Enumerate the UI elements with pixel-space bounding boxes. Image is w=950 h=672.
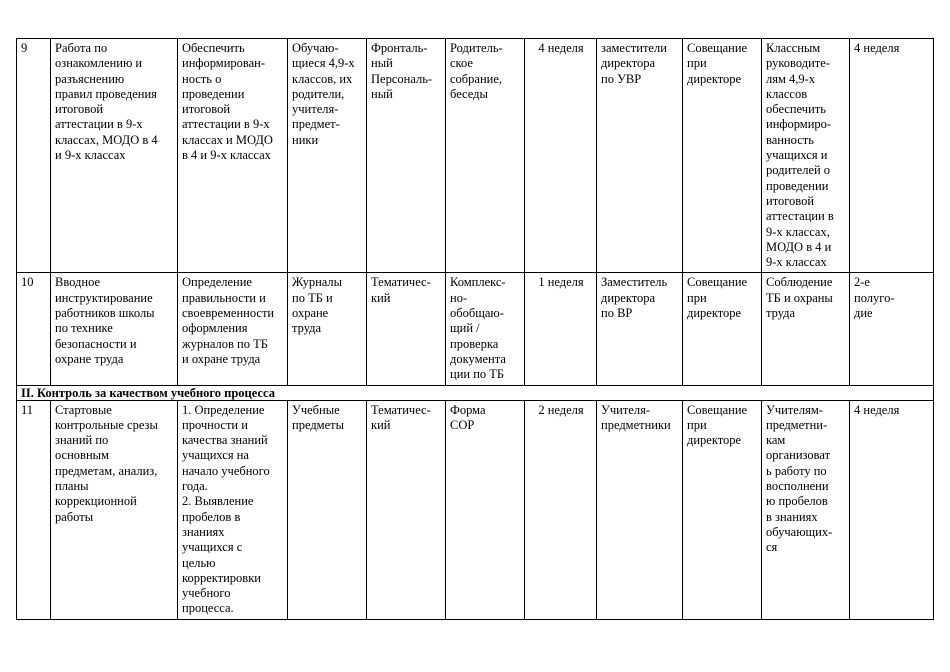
cell-text-line: но- (450, 290, 468, 305)
cell-text-line: беседы (450, 86, 488, 101)
cell-text-line: директора (601, 290, 656, 305)
cell-text-line: Совещание (687, 402, 748, 417)
cell-text-line: предметы (292, 417, 345, 432)
cell-text-line: восполнени (766, 479, 829, 494)
cell-text-line: учебного (182, 586, 231, 601)
cell-text-line: ознакомлению и (55, 56, 143, 71)
recheck-cell (850, 400, 934, 619)
control-object-cell (288, 39, 367, 273)
cell-text-line: обобщаю- (450, 306, 504, 321)
cell-text-line: учащихся на (182, 448, 249, 463)
cell-text-line: Совещание (687, 41, 748, 55)
cell-text-line: родителей о (766, 163, 831, 178)
cell-text-line: учителя- (292, 102, 339, 117)
cell-text-line: МОДО в 4 и (766, 239, 832, 254)
cell-text-line: аттестации в 9-х (182, 117, 270, 132)
cell-text-line: дие (854, 306, 873, 321)
control-method-cell (446, 273, 525, 385)
control-topic-cell (51, 400, 178, 619)
cell-text-line: кий (371, 290, 391, 305)
cell-text-line: ся (766, 540, 778, 555)
cell-text-line: предметники (601, 417, 671, 432)
where-considered-cell (683, 400, 762, 619)
control-goal-cell (178, 39, 288, 273)
cell-text-line: Работа по (55, 41, 108, 55)
cell-text-line: при (687, 56, 707, 71)
cell-text-line: Стартовые (55, 402, 112, 417)
control-method-cell (446, 39, 525, 273)
control-term-cell (525, 400, 597, 619)
cell-text-line: Тематичес- (371, 275, 431, 290)
cell-text-line: по ТБ и (292, 290, 333, 305)
cell-text-line: Учебные (292, 402, 340, 417)
cell-text-line: итоговой (182, 102, 231, 117)
cell-text-line: 9-х классах, (766, 224, 830, 239)
cell-text-line: 2 неделя (538, 402, 584, 417)
cell-text-line: 2-е (854, 275, 870, 290)
cell-text-line: и охране труда (182, 351, 261, 366)
cell-text-line: целью (182, 555, 216, 570)
cell-text-line: 9-х классах (766, 255, 827, 270)
control-goal-cell (178, 273, 288, 385)
cell-text-line: собрание, (450, 71, 503, 86)
cell-text-line: 2. Выявление (182, 494, 254, 509)
cell-text-line: директоре (687, 71, 742, 86)
cell-text-line: работников школы (55, 306, 155, 321)
cell-text-line: процесса. (182, 601, 234, 616)
cell-text-line: классов, их (292, 71, 353, 86)
cell-text-line: документа (450, 351, 506, 366)
cell-text-line: 4 неделя (854, 41, 900, 55)
cell-text-line: года. (182, 479, 208, 494)
cell-text-line: Соблюдение (766, 275, 833, 290)
where-considered-cell (683, 273, 762, 385)
cell-text-line: 1 неделя (538, 275, 584, 290)
management-decision-cell (762, 400, 850, 619)
cell-text-line: щий / (450, 321, 480, 336)
cell-text-line: разъяснению (55, 71, 125, 86)
cell-text-line: 1. Определение (182, 402, 265, 417)
control-type-cell (367, 400, 446, 619)
row-number (17, 273, 51, 385)
cell-text-line: проверка (450, 336, 499, 351)
cell-text-line: СОР (450, 417, 475, 432)
control-type-cell (367, 39, 446, 273)
control-object-cell (288, 400, 367, 619)
cell-text-line: классах и МОДО (182, 132, 273, 147)
cell-text-line: контрольные срезы (55, 417, 158, 432)
cell-text-line: при (687, 417, 707, 432)
cell-text-line: ный (371, 56, 393, 71)
cell-text-line: аттестации в 9-х (55, 117, 143, 132)
cell-text-line: по ВР (601, 306, 633, 321)
responsible-cell (597, 39, 683, 273)
cell-text-line: Учителя- (601, 402, 650, 417)
recheck-cell (850, 39, 934, 273)
section-title: II. Контроль за качеством учебного процесса (17, 385, 934, 400)
cell-text-line: Определение (182, 275, 252, 290)
cell-text-line: корректировки (182, 570, 261, 585)
section-header-row (17, 385, 934, 400)
cell-text-line: труда (766, 306, 796, 321)
cell-text-line: родители, (292, 86, 345, 101)
cell-text-line: оформления (182, 321, 248, 336)
cell-text-line: предмет- (292, 117, 340, 132)
row-number (17, 400, 51, 619)
cell-text-line: по УВР (601, 71, 642, 86)
cell-text-line: лям 4,9-х (766, 71, 816, 86)
cell-text-line: предметни- (766, 417, 828, 432)
cell-text: 9 (21, 41, 28, 55)
cell-text-line: Фронталь- (371, 41, 428, 55)
cell-text-line: Обеспечить (182, 41, 245, 55)
cell-text-line: начало учебного (182, 463, 270, 478)
cell-text-line: Вводное (55, 275, 101, 290)
cell-text: 11 (21, 402, 34, 417)
cell-text-line: прочности и (182, 417, 248, 432)
cell-text-line: Совещание (687, 275, 748, 290)
cell-text-line: труда (292, 321, 322, 336)
cell-text-line: информиро- (766, 117, 832, 132)
cell-text-line: правил проведения (55, 86, 157, 101)
cell-text-line: качества знаний (182, 433, 268, 448)
cell-text-line: ю пробелов (766, 494, 828, 509)
cell-text-line: учащихся с (182, 540, 243, 555)
cell-text-line: планы (55, 479, 89, 494)
cell-text-line: Заместитель (601, 275, 668, 290)
cell-text-line: ный (371, 86, 393, 101)
cell-text-line: кий (371, 417, 391, 432)
cell-text-line: классов (766, 86, 808, 101)
control-type-cell (367, 273, 446, 385)
cell-text-line: проведении (766, 178, 829, 193)
cell-text-line: Тематичес- (371, 402, 431, 417)
cell-text-line: работы (55, 509, 94, 524)
cell-text-line: итоговой (55, 102, 104, 117)
cell-text-line: журналов по ТБ (182, 336, 268, 351)
cell-text-line: охране труда (55, 351, 124, 366)
cell-text-line: руководите- (766, 56, 830, 71)
cell-text-line: основным (55, 448, 109, 463)
cell-text-line: Форма (450, 402, 486, 417)
control-method-cell (446, 400, 525, 619)
table-row (17, 400, 934, 619)
cell-text-line: знаний по (55, 433, 109, 448)
cell-text-line: проведении (182, 86, 245, 101)
recheck-cell (850, 273, 934, 385)
cell-text-line: ское (450, 56, 473, 71)
cell-text-line: Классным (766, 41, 821, 55)
cell-text-line: ники (292, 132, 319, 147)
cell-text-line: Журналы (292, 275, 343, 290)
cell-text-line: безопасности и (55, 336, 137, 351)
cell-text-line: Персональ- (371, 71, 433, 86)
cell-text-line: знаниях (182, 524, 225, 539)
cell-text-line: обеспечить (766, 102, 826, 117)
cell-text-line: своевременности (182, 306, 275, 321)
cell-text-line: заместители (601, 41, 667, 55)
cell-text-line: директоре (687, 306, 742, 321)
cell-text-line: при (687, 290, 707, 305)
table-row (17, 273, 934, 385)
cell-text-line: обучающих- (766, 524, 833, 539)
control-term-cell (525, 39, 597, 273)
cell-text-line: по технике (55, 321, 113, 336)
cell-text-line: итоговой (766, 193, 815, 208)
cell-text-line: Учителям- (766, 402, 823, 417)
cell-text-line: учащихся и (766, 148, 828, 163)
where-considered-cell (683, 39, 762, 273)
table-row (17, 39, 934, 273)
cell-text-line: информирован- (182, 56, 266, 71)
control-goal-cell (178, 400, 288, 619)
management-decision-cell (762, 273, 850, 385)
control-term-cell (525, 273, 597, 385)
cell-text-line: пробелов в (182, 509, 241, 524)
cell-text-line: директора (601, 56, 656, 71)
cell-text-line: охране (292, 306, 329, 321)
cell-text-line: и 9-х классах (55, 148, 126, 163)
cell-text-line: в 4 и 9-х классах (182, 148, 271, 163)
responsible-cell (597, 400, 683, 619)
control-plan-table (16, 38, 934, 620)
cell-text: 10 (21, 275, 34, 290)
management-decision-cell (762, 39, 850, 273)
row-number (17, 39, 51, 273)
cell-text-line: 4 неделя (854, 402, 900, 417)
cell-text-line: ь работу по (766, 463, 827, 478)
cell-text-line: в знаниях (766, 509, 818, 524)
cell-text-line: директоре (687, 433, 742, 448)
cell-text-line: 4 неделя (538, 41, 584, 55)
responsible-cell (597, 273, 683, 385)
cell-text-line: коррекционной (55, 494, 137, 509)
cell-text-line: предметам, анализ, (55, 463, 158, 478)
cell-text-line: ТБ и охраны (766, 290, 833, 305)
cell-text-line: полуго- (854, 290, 895, 305)
cell-text-line: ванность (766, 132, 814, 147)
cell-text-line: организоват (766, 448, 831, 463)
table-body (17, 39, 934, 620)
cell-text-line: классах, МОДО в 4 (55, 132, 158, 147)
cell-text-line: кам (766, 433, 786, 448)
cell-text-line: правильности и (182, 290, 266, 305)
cell-text-line: ность о (182, 71, 222, 86)
cell-text-line: инструктирование (55, 290, 153, 305)
cell-text-line: Комплекс- (450, 275, 506, 290)
cell-text-line: щиеся 4,9-х (292, 56, 355, 71)
control-topic-cell (51, 39, 178, 273)
cell-text-line: ции по ТБ (450, 367, 505, 382)
cell-text-line: Обучаю- (292, 41, 339, 55)
control-object-cell (288, 273, 367, 385)
cell-text-line: Родитель- (450, 41, 503, 55)
cell-text-line: аттестации в (766, 209, 834, 224)
control-topic-cell (51, 273, 178, 385)
